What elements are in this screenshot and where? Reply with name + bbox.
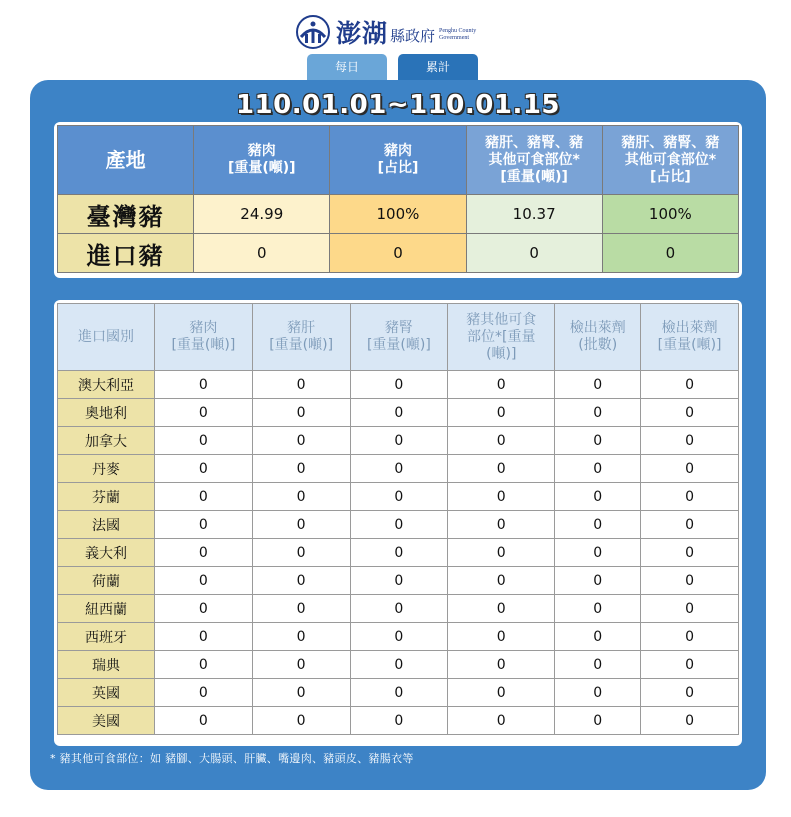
table-row [58,195,739,234]
cell-offal-ratio: 0 [602,234,738,273]
cell-ractopamine-weight: 0 [641,567,739,595]
import-country-name: 法國 [58,511,155,539]
cell-offal-weight: 0 [466,234,602,273]
cell-ractopamine-batches: 0 [555,651,641,679]
cell-import-other: 0 [448,567,555,595]
cell-ractopamine-batches: 0 [555,595,641,623]
cell-import-pork: 0 [155,399,253,427]
import-country-name: 荷蘭 [58,567,155,595]
cell-import-pork: 0 [155,483,253,511]
header-import-other: 豬其他可食 部位*[重量 (噸)] [448,304,555,371]
cell-import-other: 0 [448,539,555,567]
import-country-name: 奧地利 [58,399,155,427]
cell-import-kidney: 0 [350,511,448,539]
table-row [58,455,739,483]
cell-ractopamine-weight: 0 [641,511,739,539]
cell-import-other: 0 [448,511,555,539]
import-country-name: 丹麥 [58,455,155,483]
origin-taiwan: 臺灣豬 [58,195,194,234]
cell-import-pork: 0 [155,371,253,399]
header-ractopamine-weight: 檢出萊劑 [重量(噸)] [641,304,739,371]
cell-import-kidney: 0 [350,623,448,651]
cell-import-liver: 0 [252,371,350,399]
header-offal-weight: 豬肝、豬腎、豬 其他可食部位* [重量(噸)] [466,126,602,195]
cell-import-kidney: 0 [350,651,448,679]
cell-pork-weight: 24.99 [194,195,330,234]
cell-import-liver: 0 [252,455,350,483]
table-row [58,483,739,511]
date-range-title: 110.01.01~110.01.15 [235,90,561,120]
cell-ractopamine-batches: 0 [555,427,641,455]
cell-import-other: 0 [448,455,555,483]
table-row [58,371,739,399]
cell-import-kidney: 0 [350,679,448,707]
header-origin: 產地 [58,126,194,195]
cell-ractopamine-batches: 0 [555,483,641,511]
table-row [58,427,739,455]
table-row [58,399,739,427]
import-country-name: 義大利 [58,539,155,567]
cell-offal-weight: 10.37 [466,195,602,234]
cell-import-pork: 0 [155,427,253,455]
cell-import-liver: 0 [252,511,350,539]
cell-ractopamine-batches: 0 [555,539,641,567]
table-row [58,539,739,567]
table-row [58,679,739,707]
cell-import-liver: 0 [252,483,350,511]
table-row [58,707,739,735]
cell-import-kidney: 0 [350,595,448,623]
county-logo [296,10,506,54]
cell-offal-ratio: 100% [602,195,738,234]
cell-ractopamine-weight: 0 [641,651,739,679]
import-country-name: 芬蘭 [58,483,155,511]
cell-import-liver: 0 [252,399,350,427]
cell-pork-ratio: 100% [330,195,466,234]
header-import-liver: 豬肝 [重量(噸)] [252,304,350,371]
tab-cumulative[interactable]: 累計 [398,54,478,80]
cell-ractopamine-batches: 0 [555,707,641,735]
cell-import-other: 0 [448,399,555,427]
cell-import-other: 0 [448,707,555,735]
import-country-name: 澳大利亞 [58,371,155,399]
cell-import-other: 0 [448,371,555,399]
cell-import-liver: 0 [252,539,350,567]
cell-import-pork: 0 [155,595,253,623]
header-import-pork: 豬肉 [重量(噸)] [155,304,253,371]
report-panel [30,80,766,790]
logo-english-name: Penghu County Government [439,28,477,41]
cell-ractopamine-batches: 0 [555,679,641,707]
cell-ractopamine-batches: 0 [555,399,641,427]
tab-daily[interactable]: 每日 [307,54,387,80]
table-row [58,595,739,623]
cell-import-pork: 0 [155,511,253,539]
logo-county-name: 澎湖 [336,19,389,48]
cell-import-kidney: 0 [350,455,448,483]
cell-import-liver: 0 [252,623,350,651]
table-row [58,623,739,651]
cell-pork-ratio: 0 [330,234,466,273]
cell-ractopamine-weight: 0 [641,483,739,511]
cell-ractopamine-weight: 0 [641,623,739,651]
cell-ractopamine-weight: 0 [641,399,739,427]
origin-summary-table [57,125,739,273]
cell-import-pork: 0 [155,567,253,595]
cell-import-liver: 0 [252,567,350,595]
import-country-name: 西班牙 [58,623,155,651]
import-detail-card [54,300,742,746]
header-pork-ratio: 豬肉 [占比] [330,126,466,195]
cell-ractopamine-batches: 0 [555,511,641,539]
cell-import-other: 0 [448,651,555,679]
footnote: * 豬其他可食部位：如 豬腳、大腸頭、肝臟、嘴邊肉、豬頭皮、豬腸衣等 [50,752,414,765]
cell-import-other: 0 [448,679,555,707]
header-pork-weight: 豬肉 [重量(噸)] [194,126,330,195]
header-offal-ratio: 豬肝、豬腎、豬 其他可食部位* [占比] [602,126,738,195]
origin-summary-card [54,122,742,278]
cell-import-other: 0 [448,595,555,623]
cell-import-pork: 0 [155,539,253,567]
cell-ractopamine-weight: 0 [641,679,739,707]
cell-import-kidney: 0 [350,707,448,735]
origin-imported: 進口豬 [58,234,194,273]
cell-ractopamine-batches: 0 [555,455,641,483]
cell-pork-weight: 0 [194,234,330,273]
cell-import-kidney: 0 [350,483,448,511]
cell-import-pork: 0 [155,707,253,735]
import-country-name: 瑞典 [58,651,155,679]
cell-import-liver: 0 [252,707,350,735]
import-country-name: 紐西蘭 [58,595,155,623]
cell-ractopamine-weight: 0 [641,371,739,399]
cell-ractopamine-weight: 0 [641,707,739,735]
cell-ractopamine-weight: 0 [641,455,739,483]
cell-import-pork: 0 [155,455,253,483]
cell-import-pork: 0 [155,679,253,707]
cell-import-kidney: 0 [350,399,448,427]
cell-import-kidney: 0 [350,567,448,595]
import-country-name: 美國 [58,707,155,735]
cell-import-kidney: 0 [350,427,448,455]
cell-ractopamine-weight: 0 [641,595,739,623]
header-import-country: 進口國別 [58,304,155,371]
import-detail-table [57,303,739,735]
import-country-name: 加拿大 [58,427,155,455]
table-row [58,651,739,679]
cell-import-other: 0 [448,427,555,455]
cell-import-kidney: 0 [350,539,448,567]
county-emblem-icon [296,15,330,49]
cell-ractopamine-weight: 0 [641,539,739,567]
cell-import-pork: 0 [155,623,253,651]
cell-ractopamine-batches: 0 [555,371,641,399]
table-row [58,511,739,539]
cell-import-other: 0 [448,483,555,511]
cell-import-liver: 0 [252,651,350,679]
cell-import-liver: 0 [252,595,350,623]
table-row [58,567,739,595]
header-import-kidney: 豬腎 [重量(噸)] [350,304,448,371]
cell-import-pork: 0 [155,651,253,679]
table-row [58,234,739,273]
cell-import-other: 0 [448,623,555,651]
header-ractopamine-batches: 檢出萊劑 (批數) [555,304,641,371]
cell-import-kidney: 0 [350,371,448,399]
cell-import-liver: 0 [252,679,350,707]
cell-ractopamine-weight: 0 [641,427,739,455]
cell-import-liver: 0 [252,427,350,455]
logo-county-suffix: 縣政府 [390,26,436,45]
cell-ractopamine-batches: 0 [555,567,641,595]
cell-ractopamine-batches: 0 [555,623,641,651]
import-country-name: 英國 [58,679,155,707]
